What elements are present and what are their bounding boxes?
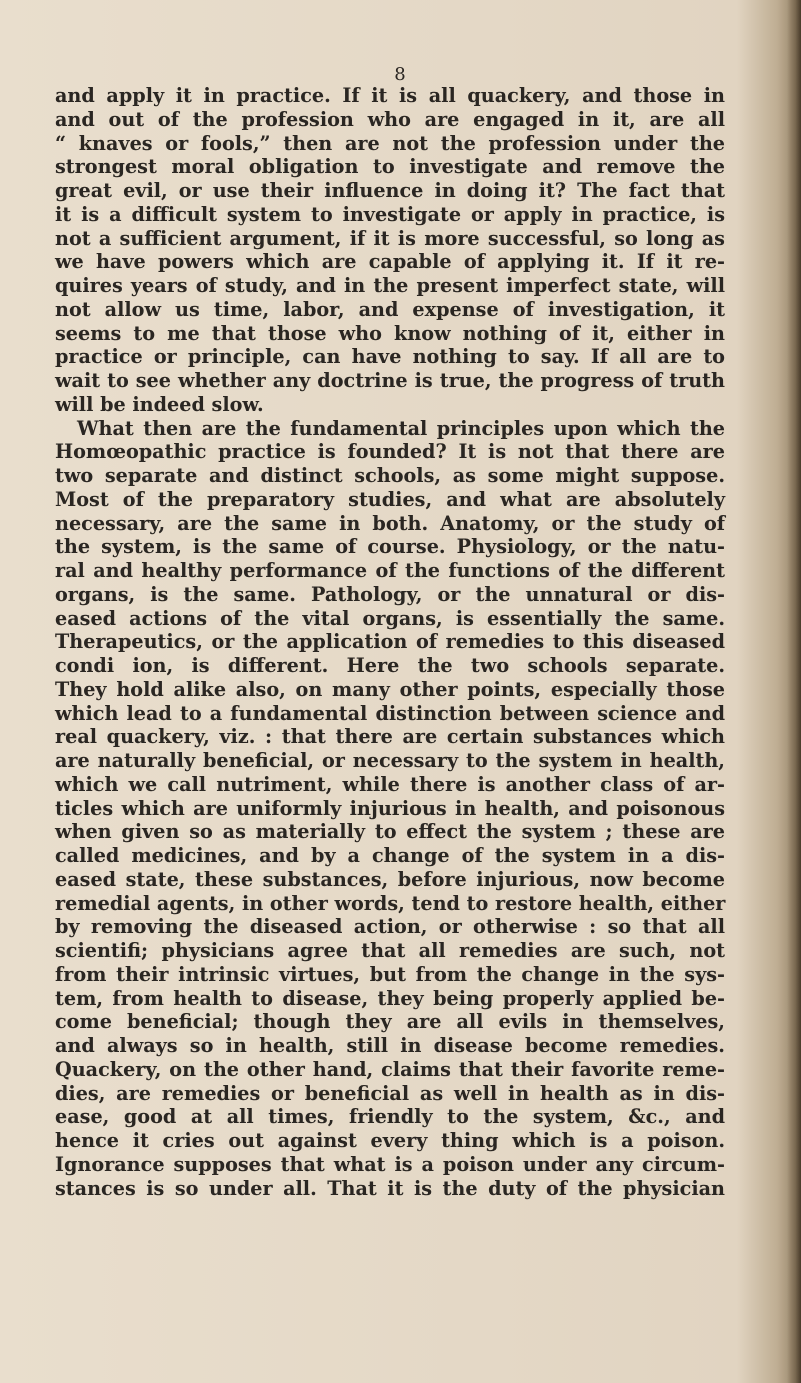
text-line: two separate and distinct schools, as some might suppose.	[55, 464, 725, 487]
text-line: necessary, are the same in both. Anatomy, or the study of	[55, 511, 725, 535]
text-line: tem, from health to disease, they being properly applied be-	[55, 986, 725, 1010]
text-line: called medicines, and by a change of the system in a dis-	[55, 844, 725, 867]
text-line: scientifi; physicians agree that all remedies are such, not	[55, 939, 725, 962]
text-line: not a sufficient argument, if it is more successful, so long as	[55, 226, 725, 250]
book-spine-shadow	[787, 0, 801, 1383]
text-line: Most of the preparatory studies, and what are absolutely	[55, 487, 725, 511]
text-line: eased state, these substances, before injurious, now become	[55, 867, 725, 891]
body-text	[55, 84, 725, 1200]
text-line: which lead to a fundamental distinction between science and	[55, 701, 725, 725]
text-line: seems to me that those who know nothing of it, either in	[55, 321, 725, 345]
text-line: They hold alike also, on many other points, especially those	[55, 677, 725, 701]
text-line: remedial agents, in other words, tend to restore health, either	[55, 891, 726, 915]
text-line: it is a difficult system to investigate or apply in practice, is	[55, 202, 725, 226]
text-line: we have powers which are capable of applying it. If it re-	[55, 250, 725, 274]
text-line: come beneficial; though they are all evils in themselves,	[55, 1010, 725, 1034]
text-line: What then are the fundamental principles upon which the	[77, 416, 725, 440]
text-line: when given so as materially to effect the system ; these are	[55, 820, 725, 844]
text-line: dies, are remedies or beneficial as well in health as in dis-	[55, 1081, 725, 1105]
text-line: ease, good at all times, friendly to the system, &c., and	[55, 1105, 725, 1129]
text-line: organs, is the same. Pathology, or the unnatural or dis-	[55, 582, 725, 606]
text-line: condi ion, is different. Here the two schools separate.	[55, 654, 725, 677]
text-line: by removing the diseased action, or otherwise : so that all	[55, 915, 725, 939]
text-line: great evil, or use their influence in doing it? The fact that	[55, 179, 725, 202]
page-number: 8	[394, 64, 407, 85]
text-line: Therapeutics, or the application of remedies to this diseased	[55, 630, 725, 654]
text-line: quires years of study, and in the present imperfect state, will	[55, 274, 725, 297]
text-line: not allow us time, labor, and expense of investigation, it	[55, 297, 725, 321]
text-line: the system, is the same of course. Physiology, or the natu-	[55, 535, 725, 559]
text-line: “ knaves or fools,” then are not the profession under the	[55, 131, 725, 155]
text-line: ticles which are uniformly injurious in health, and poisonous	[55, 796, 725, 820]
text-line: from their intrinsic virtues, but from the change in the sys-	[55, 962, 725, 986]
text-line: Quackery, on the other hand, claims that their favorite reme-	[55, 1057, 725, 1081]
text-line: Homœopathic practice is founded? It is not that there are	[55, 440, 725, 464]
text-line: will be indeed slow.	[55, 392, 264, 416]
text-line: strongest moral obligation to investigate and remove the	[55, 155, 725, 179]
text-line: which we call nutriment, while there is another class of ar-	[55, 772, 725, 796]
text-line: ral and healthy performance of the functions of the different	[55, 559, 725, 582]
text-line: and always so in health, still in disease become remedies.	[55, 1034, 725, 1057]
text-line: and apply it in practice. If it is all quackery, and those in	[55, 84, 725, 107]
text-line: real quackery, viz. : that there are certain substances which	[55, 725, 725, 749]
text-line: and out of the profession who are engaged in it, are all	[55, 107, 725, 131]
text-line: Ignorance supposes that what is a poison under any circum-	[55, 1152, 725, 1176]
text-line: practice or principle, can have nothing to say. If all are to	[55, 345, 725, 369]
text-line: are naturally beneficial, or necessary to the system in health,	[55, 749, 725, 772]
text-line: wait to see whether any doctrine is true, the progress of truth	[55, 369, 725, 392]
text-line: hence it cries out against every thing which is a poison.	[55, 1129, 725, 1152]
text-line: eased actions of the vital organs, is essentially the same.	[55, 606, 725, 630]
text-line: stances is so under all. That it is the duty of the physician	[55, 1176, 725, 1200]
